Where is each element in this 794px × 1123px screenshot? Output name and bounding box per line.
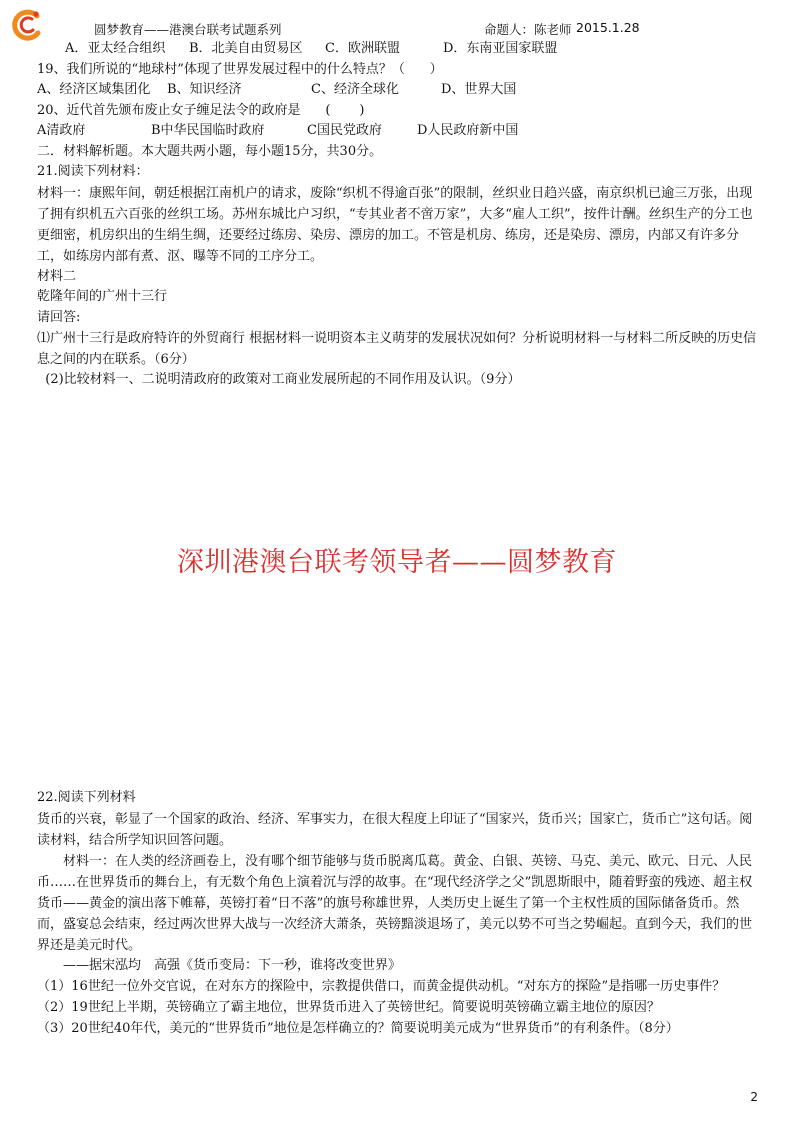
q21-material-2-label: 材料二: [37, 268, 77, 284]
q22-sub-question-3: （3）20世纪40年代，美元的“世界货币”地位是怎样确立的？简要说明美元成为“世界货币”的有利条件。（8分）: [37, 1021, 679, 1036]
q22-intro: 货币的兴衰，彰显了一个国家的政治、经济、军事实力，在很大程度上印证了“国家兴，货币兴；国家亡，货币亡”这句话。阅读材料，结合所学知识回答问题。: [37, 811, 753, 848]
q20-option-b: B中华民国临时政府: [151, 123, 265, 138]
q18-option-c: C．欧洲联盟: [325, 41, 400, 56]
yuanmeng-logo-icon: [10, 8, 44, 42]
header-author: 命题人：陈老师: [484, 22, 572, 37]
page-header: [0, 0, 794, 40]
q21-material-2-text: 乾隆年间的广州十三行: [37, 289, 168, 304]
q18-option-b: B．北美自由贸易区: [189, 41, 303, 56]
q19-stem: 19、我们所说的“地球村”体现了世界发展过程中的什么特点？（ ）: [37, 61, 443, 77]
q21-material-1: 材料一：康熙年间，朝廷根据江南机户的请求，废除“织机不得逾百张”的限制，丝织业日趋兴盛，南京织机已逾三万张，出现了拥有织机五六百张的丝织工场。苏州东城比户习织，“专其业者不啻万家”，大多“雇人工织”，按件计酬。丝织生产的分工也更细密，机房织出的生绢生绸，还要经过练房、染房、漂房的加工。不管是机房、练房，还是染房、漂房，内部又有许多分工，如练房内部有煮、沤、曝等不同的工序分工。: [37, 185, 753, 264]
q19-option-a: A、经济区域集团化: [37, 82, 151, 97]
q21-sub-question-1: ⑴广州十三行是政府特许的外贸商行 根据材料一说明资本主义萌芽的发展状况如何？分析说明材料一与材料二所反映的历史信息之间的内在联系。（6分）: [37, 331, 757, 367]
q18-option-d: D．东南亚国家联盟: [443, 41, 558, 56]
q20-options: [37, 121, 757, 142]
q18-option-a: A．亚太经合组织: [65, 41, 166, 56]
q20-stem: 20、近代首先颁布废止女子缠足法令的政府是 ( ): [37, 102, 365, 118]
q21-prompt: 请回答:: [37, 309, 81, 325]
section-title: 二．材料解析题。本大题共两小题，每小题15分，共30分。: [37, 143, 383, 159]
header-date: 2015.1.28: [576, 20, 640, 35]
page-number: 2: [750, 1090, 758, 1104]
header-series-title: 圆梦教育——港澳台联考试题系列: [94, 22, 282, 37]
q20-option-c: C国民党政府: [307, 123, 382, 138]
questions-part-1: [37, 39, 757, 391]
q18-options: [37, 39, 757, 60]
q22-source: ——据宋泓均 高强《货币变局：下一秒，谁将改变世界》: [63, 957, 402, 973]
q19-option-b: B、知识经济: [167, 82, 242, 97]
q19-option-d: D、世界大国: [441, 82, 517, 97]
q20-option-d: D人民政府新中国: [417, 123, 519, 138]
q19-options: [37, 80, 757, 101]
q22-sub-question-2: （2）19世纪上半期，英镑确立了霸主地位，世界货币进入了英镑世纪。简要说明英镑确立霸主地位的原因？: [37, 1000, 660, 1015]
advert-watermark: 深圳港澳台联考领导者——圆梦教育: [177, 547, 617, 578]
q20-option-a: A清政府: [37, 123, 86, 138]
q21-sub-question-2: (2)比较材料一、二说明清政府的政策对工商业发展所起的不同作用及认识。（9分）: [37, 372, 521, 387]
q22-heading: 22.阅读下列材料: [37, 790, 136, 805]
questions-part-2: [37, 788, 757, 1039]
q22-material-1: 材料一：在人类的经济画卷上，没有哪个细节能够与货币脱离瓜葛。黄金、白银、英镑、马克、美元、欧元、日元、人民币……在世界货币的舞台上，有无数个角色上演着沉与浮的故事。在“现代经济学之父”凯恩斯眼中，随着野蛮的残迹、超主权货币——黄金的演出落下帷幕，英镑打着“日不落”的旗号称雄世界，人类历史上诞生了第一个主权性质的国际储备货币。然而，盛宴总会结束，经过两次世界大战与一次经济大萧条，英镑黯淡退场了，美元以势不可当之势崛起。直到今天，我们的世界还是美元时代。: [37, 853, 753, 953]
q19-option-c: C、经济全球化: [311, 82, 399, 97]
q22-sub-question-1: （1）16世纪一位外交官说，在对东方的探险中，宗教提供借口，而黄金提供动机。“对东方的探险”是指哪一历史事件？: [37, 979, 726, 994]
q21-heading: 21.阅读下列材料：: [37, 164, 149, 179]
